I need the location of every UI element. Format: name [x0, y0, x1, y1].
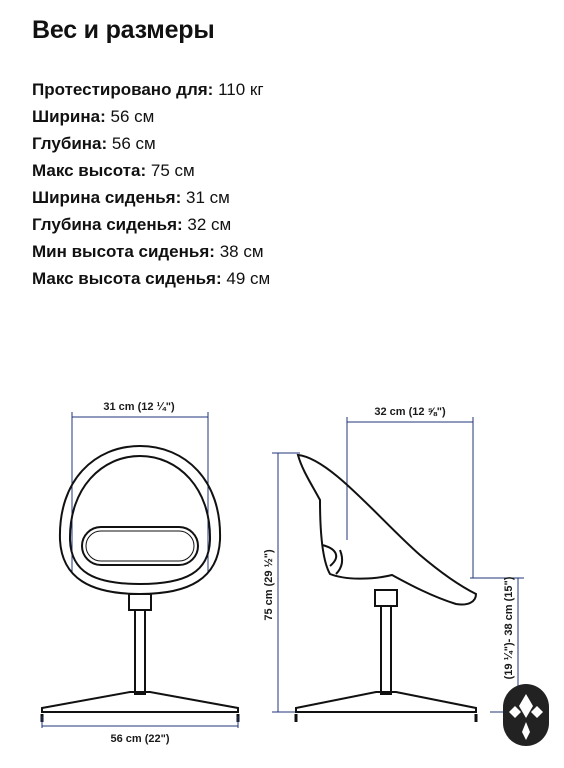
diamond-logo-icon — [503, 684, 549, 746]
front-total-width-label: 56 cm (22") — [110, 733, 170, 745]
dimension-diagram — [0, 380, 564, 768]
front-post — [135, 610, 145, 694]
spec-label: Макс высота сиденья: — [32, 269, 222, 288]
spec-min-seat-height — [32, 238, 270, 265]
side-total-height-label: 75 cm (29 ½") — [263, 549, 275, 621]
spec-label: Глубина сиденья: — [32, 215, 183, 234]
spec-label: Протестировано для: — [32, 80, 214, 99]
spec-label: Ширина сиденья: — [32, 188, 182, 207]
spec-width — [32, 103, 270, 130]
spec-max-height — [32, 157, 270, 184]
spec-depth — [32, 130, 270, 157]
spec-seat-width — [32, 184, 270, 211]
spec-value: 32 см — [187, 215, 232, 234]
front-seat-cushion — [82, 527, 198, 565]
spec-value: 110 кг — [218, 80, 264, 99]
watermark-badge — [503, 684, 549, 746]
page-title: Вес и размеры — [32, 16, 215, 44]
front-seat-width-label: 31 cm (12 ¼") — [103, 401, 175, 413]
spec-value: 38 см — [219, 242, 264, 261]
spec-label: Макс высота: — [32, 161, 147, 180]
spec-value: 56 см — [111, 134, 156, 153]
spec-max-seat-height — [32, 265, 270, 292]
spec-label: Мин высота сиденья: — [32, 242, 215, 261]
spec-tested-for — [32, 76, 270, 103]
spec-value: 31 см — [186, 188, 230, 207]
spec-value: 56 см — [110, 107, 155, 126]
spec-seat-depth — [32, 211, 270, 238]
side-shell — [298, 455, 476, 605]
spec-label: Глубина: — [32, 134, 108, 153]
spec-value: 75 см — [150, 161, 195, 180]
chair-front-view — [42, 401, 238, 745]
side-seat-depth-label: 32 cm (12 ⅝") — [374, 406, 446, 418]
spec-list — [32, 76, 270, 292]
side-post — [381, 606, 391, 694]
chair-side-view — [263, 406, 524, 722]
side-seat-height-label: (19 ¼")- 38 cm (15") — [503, 576, 515, 680]
spec-label: Ширина: — [32, 107, 106, 126]
spec-value: 49 см — [226, 269, 271, 288]
